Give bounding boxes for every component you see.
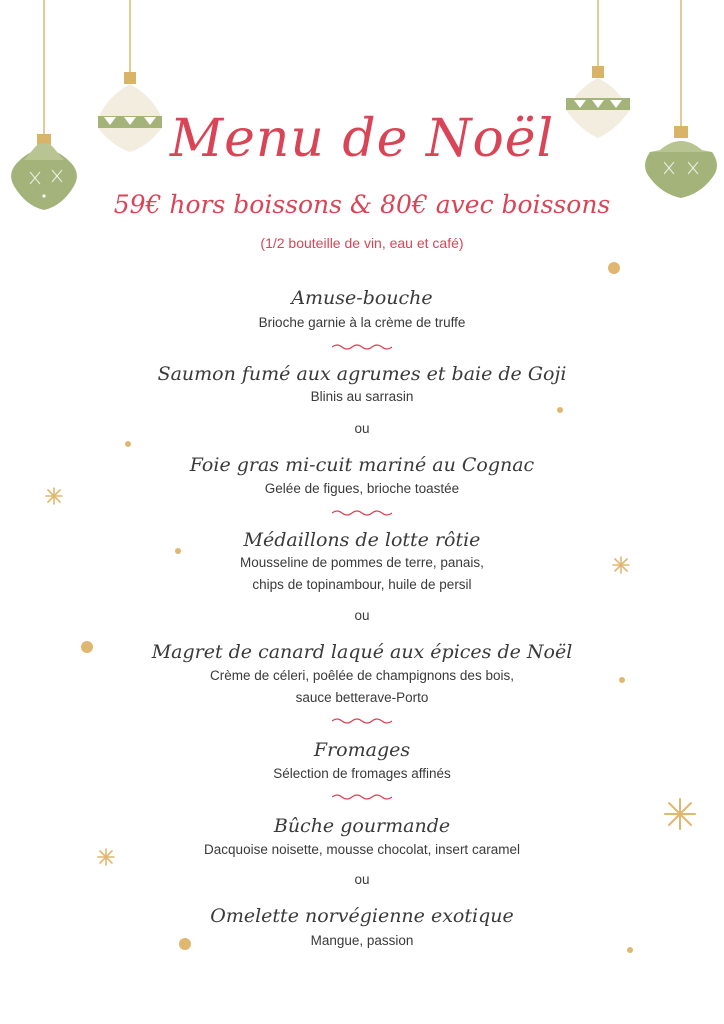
or-separator: ou [354,421,370,436]
dish-description: Dacquoise noisette, mousse chocolat, insert caramel [204,842,520,857]
wave-divider [332,509,392,517]
dish-title: Médaillons de lotte rôtie [243,529,481,551]
dish-title: Magret de canard laqué aux épices de Noël [151,641,573,663]
dish-description: chips de topinambour, huile de persil [252,577,472,592]
or-separator: ou [354,872,370,887]
or-separator: ou [354,608,370,623]
dish-description: Brioche garnie à la crème de truffe [258,315,466,330]
price-note: (1/2 bouteille de vin, eau et café) [260,235,464,251]
dish-description: Sélection de fromages affinés [273,766,451,781]
dish-title: Amuse-bouche [291,287,433,309]
dish-title: Fromages [313,739,411,761]
dish-description: sauce betterave-Porto [295,690,429,705]
wave-divider [332,717,392,725]
wave-divider [332,793,392,801]
menu-title: Menu de Noël [169,109,555,169]
dish-description: Mangue, passion [310,933,414,948]
dish-description: Gelée de figues, brioche toastée [264,481,460,496]
dish-title: Saumon fumé aux agrumes et baie de Goji [157,363,567,385]
dish-title: Foie gras mi-cuit mariné au Cognac [189,454,535,476]
dish-title: Omelette norvégienne exotique [210,905,514,927]
dish-title: Bûche gourmande [273,815,451,837]
dish-description: Crème de céleri, poêlée de champignons des bois, [210,668,514,683]
dish-description: Blinis au sarrasin [310,389,414,404]
wave-divider [332,343,392,351]
price-line: 59€ hors boissons & 80€ avec boissons [113,190,611,219]
dish-description: Mousseline de pommes de terre, panais, [240,555,484,570]
